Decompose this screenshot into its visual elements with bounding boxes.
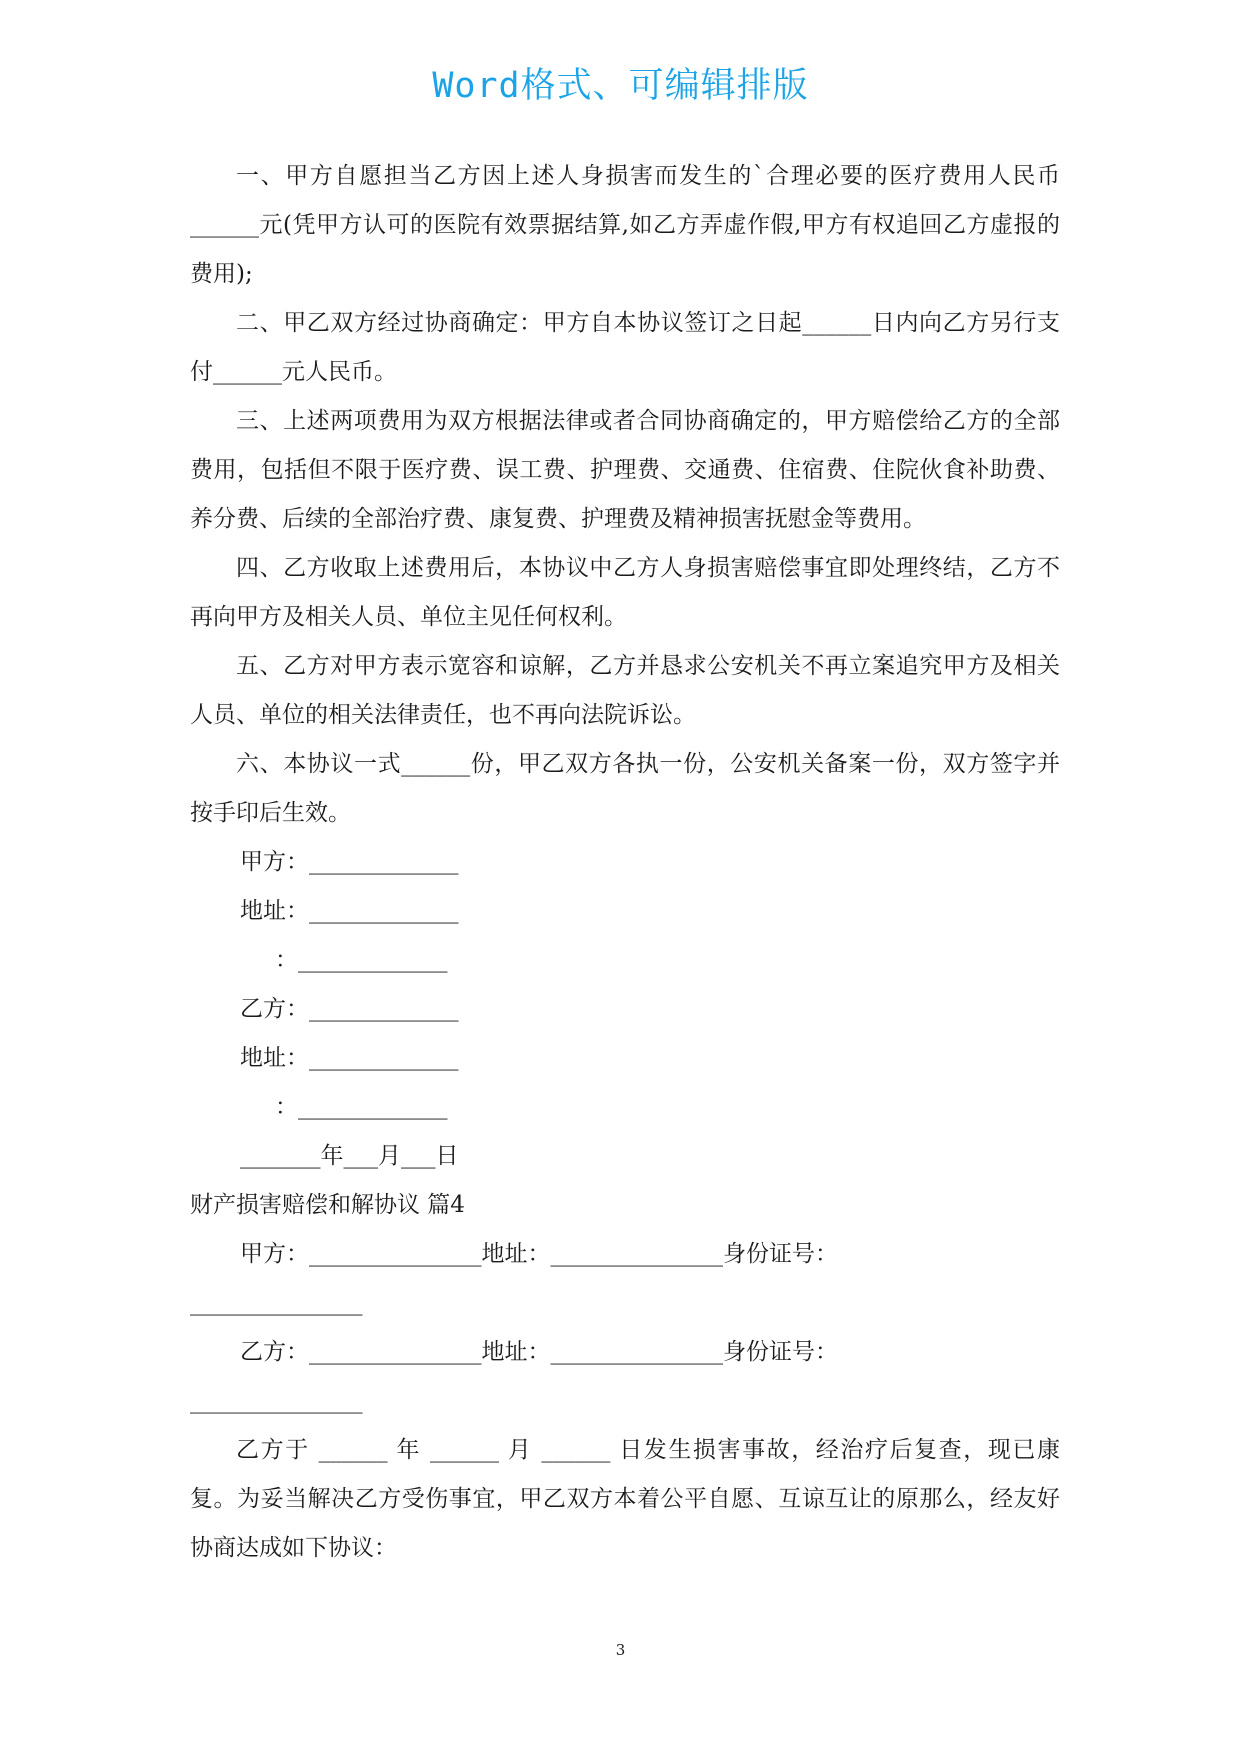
section-4-party-b-line: 乙方：_______________地址：_______________身份证号：: [240, 1339, 838, 1365]
party-b-extra-line: ：_____________: [275, 1094, 448, 1120]
section-4-party-b-id: _______________: [190, 1388, 363, 1414]
section-4-party-a-id: _______________: [190, 1290, 363, 1316]
clause-5: 五、乙方对甲方表示宽容和谅解，乙方并恳求公安机关不再立案追究甲方及相关人员、单位的相关法律责任，也不再向法院诉讼。: [190, 653, 1060, 728]
date-line: _______年___月___日: [240, 1143, 459, 1169]
clause-4: 四、乙方收取上述费用后，本协议中乙方人身损害赔偿事宜即处理终结，乙方不再向甲方及相关人员、单位主见任何权利。: [190, 555, 1060, 630]
clause-3: 三、上述两项费用为双方根据法律或者合同协商确定的，甲方赔偿给乙方的全部费用，包括但不限于医疗费、误工费、护理费、交通费、住宿费、住院伙食补助费、养分费、后续的全部治疗费、康复费、护理费及精神损害抚慰金等费用。: [190, 408, 1060, 532]
party-a-extra-line: ：_____________: [275, 947, 448, 973]
party-a-address-line: 地址：_____________: [240, 898, 459, 924]
party-b-signature-line: 乙方：_____________: [240, 996, 459, 1022]
clause-2: 二、甲乙双方经过协商确定：甲方自本协议签订之日起______日内向乙方另行支付______元人民币。: [190, 310, 1060, 385]
section-4-title: 财产损害赔偿和解协议 篇4: [190, 1192, 465, 1218]
page-number: 3: [615, 1641, 626, 1659]
clause-1: 一、甲方自愿担当乙方因上述人身损害而发生的`合理必要的医疗费用人民币______元(凭甲方认可的医院有效票据结算,如乙方弄虚作假,甲方有权追回乙方虚报的费用);: [190, 163, 1060, 287]
document-header-title: Word格式、可编辑排版: [432, 66, 809, 106]
party-a-signature-line: 甲方：_____________: [240, 849, 459, 875]
section-4-intro: 乙方于 ______ 年 ______ 月 ______ 日发生损害事故，经治疗后复查，现已康复。为妥当解决乙方受伤事宜，甲乙双方本着公平自愿、互谅互让的原那么，经友好协商达成如下协议：: [190, 1437, 1060, 1561]
party-b-address-line: 地址：_____________: [240, 1045, 459, 1071]
section-4-party-a-line: 甲方：_______________地址：_______________身份证号：: [240, 1241, 838, 1267]
document-body: [190, 152, 1060, 1573]
clause-6: 六、本协议一式______份，甲乙双方各执一份，公安机关备案一份，双方签字并按手印后生效。: [190, 751, 1060, 826]
